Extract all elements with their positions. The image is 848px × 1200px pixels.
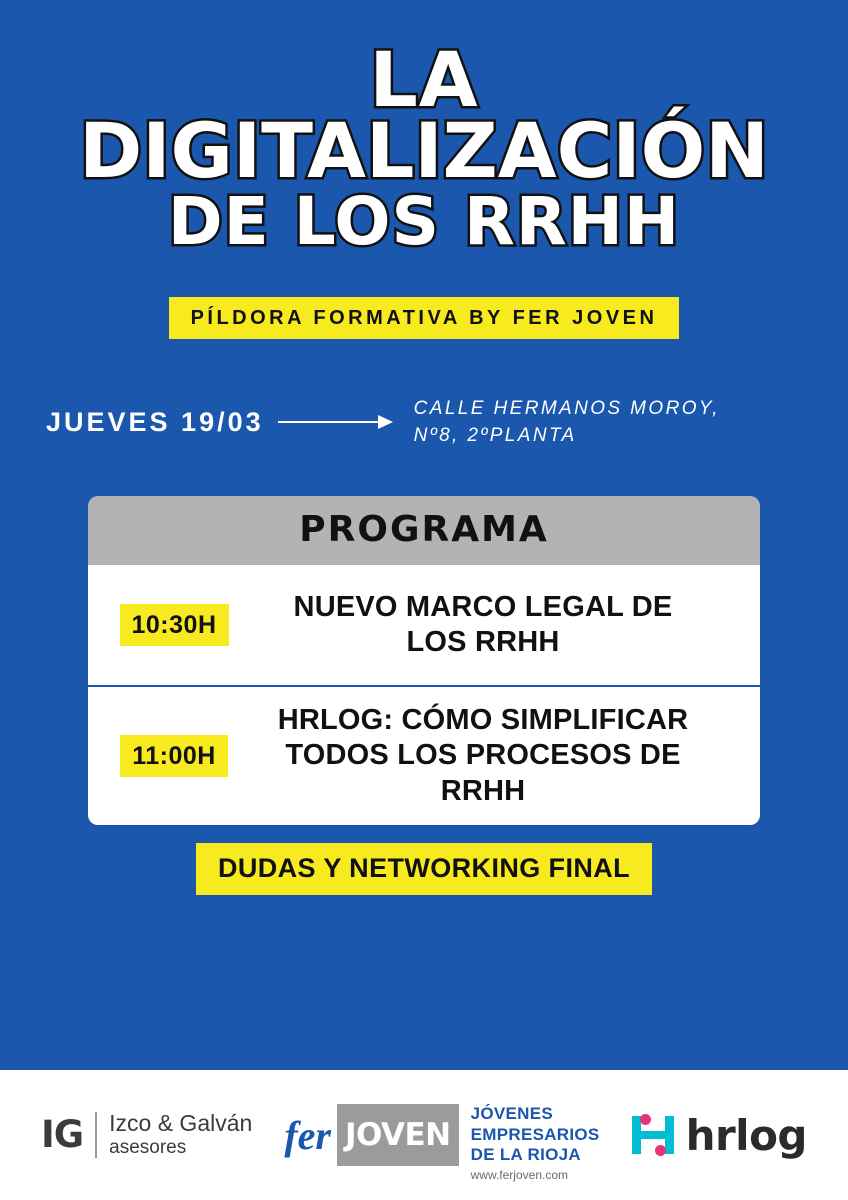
hrlog-logo [630, 1111, 807, 1160]
subtitle-container [0, 297, 848, 339]
joven-wordmark: JOVEN [337, 1104, 459, 1166]
fer-wordmark: fer [282, 1104, 337, 1166]
program-header-label: PROGRAMA [299, 509, 549, 550]
final-banner-container [0, 843, 848, 895]
fer-joven-line-2: EMPRESARIOS [470, 1124, 600, 1144]
title-line-2: DIGITALIZACIÓN [79, 106, 769, 196]
program-row-title: NUEVO MARCO LEGAL DE LOS RRHH [293, 590, 673, 658]
program-row [88, 565, 760, 685]
event-details [0, 395, 848, 450]
final-banner: DUDAS Y NETWORKING FINAL [196, 843, 652, 895]
program-row-time-cell [88, 604, 260, 646]
title-line-3: DE LOS RRHH [167, 182, 681, 260]
fer-joven-logo [282, 1104, 600, 1183]
izco-galvan-logo [41, 1111, 252, 1158]
fer-joven-text [470, 1104, 600, 1183]
program-card [88, 496, 760, 825]
program-row-title: HRLOG: CÓMO SIMPLIFICAR TODOS LOS PROCESOS DE RRHH [277, 704, 689, 807]
poster-title [0, 0, 848, 260]
fer-joven-line-1: JÓVENES [470, 1104, 554, 1123]
fer-joven-line-3: DE LA RIOJA [470, 1145, 581, 1165]
izco-galvan-text [109, 1111, 252, 1158]
time-badge: 10:30H [120, 604, 229, 646]
izco-galvan-monogram: IG [40, 1113, 84, 1157]
divider [95, 1112, 97, 1158]
program-row-time-cell [88, 735, 260, 777]
arrow-right-icon [278, 410, 408, 434]
title-line-1: LA [369, 35, 479, 124]
fer-joven-url[interactable]: www.ferjoven.com [470, 1168, 568, 1183]
izco-galvan-subtitle: asesores [109, 1137, 187, 1159]
event-address-line-2: Nº8, 2ºPLANTA [413, 425, 577, 447]
event-date: JUEVES 19/03 [46, 406, 264, 437]
time-badge: 11:00H [120, 735, 228, 777]
izco-galvan-name: Izco & Galván [109, 1110, 253, 1137]
program-rows [88, 565, 760, 825]
event-address [414, 395, 720, 450]
subtitle-badge: PÍLDORA FORMATIVA BY FER JOVEN [169, 297, 680, 339]
program-row [88, 685, 760, 825]
hrlog-symbol-icon [630, 1112, 676, 1158]
event-address-line-1: CALLE HERMANOS MOROY, [413, 397, 720, 419]
program-header [88, 496, 760, 565]
hrlog-wordmark: hrlog [685, 1110, 807, 1160]
footer-logos [0, 1070, 848, 1200]
